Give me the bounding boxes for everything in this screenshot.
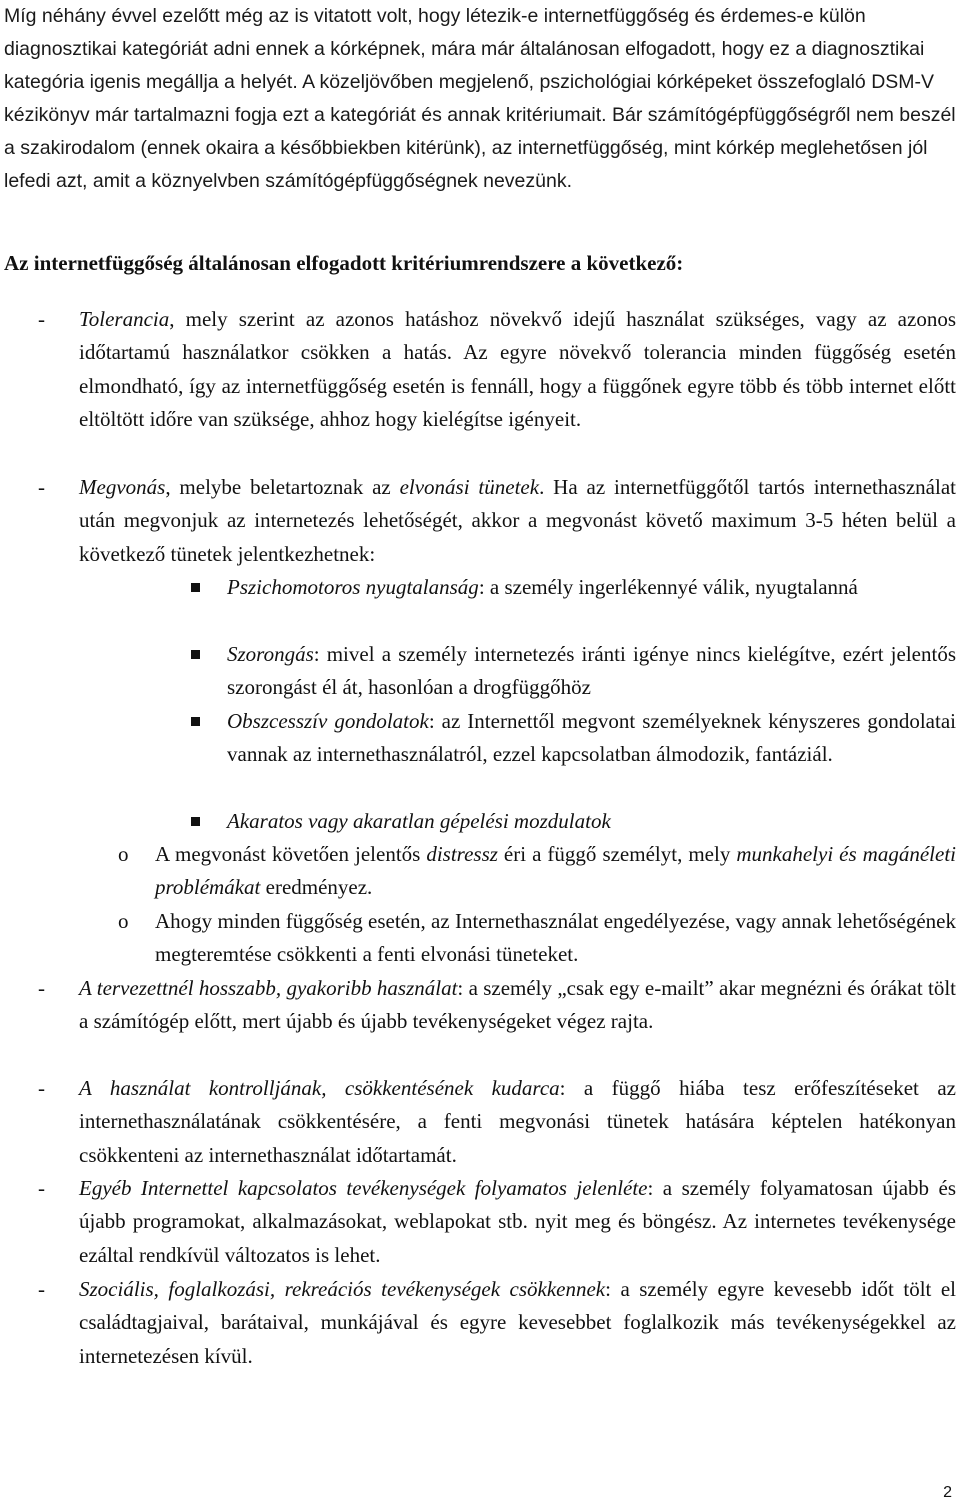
criterion-control-text (79, 1072, 956, 1172)
dash-marker: - (38, 1176, 45, 1200)
criterion-description: : a függő hiába tesz erőfeszítéseket az internethasználatának csökkentésére, a fenti megvonási tünetek hatására képtelen hatékonyan csökkenteni az internethasználat időtartamát. (79, 1076, 956, 1167)
symptom-item (188, 638, 956, 705)
criterion-longer-use-text (79, 972, 956, 1039)
criterion-term: A használat kontrolljának, csökkentésének kudarca (79, 1076, 560, 1100)
circle-marker: o (118, 842, 129, 866)
criterion-withdrawal-text (79, 471, 956, 571)
criterion-withdrawal (38, 471, 956, 571)
dash-marker: - (38, 1277, 45, 1301)
symptom-item (188, 705, 956, 772)
criterion-term: A tervezettnél hosszabb, gyakoribb használat (79, 976, 458, 1000)
criteria-heading: Az internetfüggőség általánosan elfogadott kritériumrendszere a következő: (4, 251, 684, 275)
page-number: 2 (943, 1484, 952, 1501)
symptom-term: Szorongás (227, 642, 314, 666)
symptom-item (188, 571, 956, 604)
dash-marker: - (38, 307, 45, 331)
consequence-text-part: eredményez. (260, 875, 373, 900)
criterion-other-activities-text (79, 1172, 956, 1272)
criterion-control (38, 1072, 956, 1172)
consequence-text (155, 838, 956, 905)
square-bullet-icon (191, 650, 200, 659)
consequence-text: Ahogy minden függőség esetén, az Internethasználat engedélyezése, vagy annak lehetőségének megteremtése csökkenti a fenti elvonási tüneteket. (155, 909, 956, 967)
criterion-description: : a személy egyre kevesebb időt tölt el családtagjaival, barátaival, munkájával és egyre kevesebbet foglalkozik más tevékenységekkel az internetezésen kívül. (79, 1277, 956, 1368)
dash-marker: - (38, 976, 45, 1000)
criterion-term: Tolerancia (79, 307, 170, 331)
criterion-other-activities (38, 1172, 956, 1272)
square-bullet-icon (191, 717, 200, 726)
square-bullet-icon (191, 817, 200, 826)
circle-marker: o (118, 909, 129, 933)
symptom-description: : mivel a személy internetezés iránti igénye nincs kielégítve, ezért jelentős szorongást él át, hasonlóan a drogfüggőhöz (227, 642, 956, 700)
criterion-description: , mely szerint az azonos hatáshoz növekvő idejű használat szükséges, vagy az azonos időtartamú használatkor csökken a hatás. Az egyre növekvő tolerancia minden függőség esetén elmondható, így az internetfüggőség esetén is fennáll, hogy a függőnek egyre több és több internet előtt eltöltött időre van szüksége, ahhoz hogy kielégítse igényeit. (79, 307, 956, 431)
criterion-description: : a személy folyamatosan újabb és újabb programokat, alkalmazásokat, weblapokat stb. nyit meg és böngész. Az internetes tevékenysége ezáltal rendkívül változatos is lehet. (79, 1176, 956, 1267)
square-bullet-icon (191, 583, 200, 592)
consequence-text-part: éri a függő személyt, mely (497, 842, 737, 866)
criterion-term: Megvonás (79, 475, 166, 499)
criterion-social (38, 1273, 956, 1373)
criterion-longer-use (38, 972, 956, 1039)
criterion-description: : a személy „csak egy e-mailt” akar megnézni és órákat tölt a számítógép előtt, mert újabb és újabb tevékenységeket végez rajta. (79, 976, 956, 1034)
dash-marker: - (38, 1076, 45, 1100)
intro-paragraph: Míg néhány évvel ezelőtt még az is vitatott volt, hogy létezik-e internetfüggőség és érdemes-e külön diagnosztikai kategóriát adni ennek a kórképnek, mára már általánosan elfogadott, hogy ez a diagnosztikai kategória igenis megállja a helyét. A közeljövőben megjelenő, pszichológiai kórképeket összefoglaló DSM-V kézikönyv már tartalmazni fogja ezt a kategóriát és annak kritériumait. Bár számítógépfüggőségről nem beszél a szakirodalom (ennek okaira a későbbiekben kitérünk), az internetfüggőség, mint kórkép meglehetősen jól lefedi azt, amit a köznyelvben számítógépfüggőségnek nevezünk. (4, 5, 956, 192)
consequence-term: munkahelyi és magánéleti problémákat (155, 842, 956, 900)
criterion-term: Szociális, foglalkozási, rekreációs tevékenységek csökkennek (79, 1277, 606, 1301)
consequence-term: distressz (426, 842, 498, 866)
dash-marker: - (38, 475, 45, 499)
symptom-term: Obszcesszív gondolatok (227, 709, 429, 733)
symptom-term: Akaratos vagy akaratlan gépelési mozdulatok (227, 809, 611, 833)
consequence-text-part: A megvonást követően jelentős (155, 842, 427, 866)
symptom-item (188, 805, 956, 838)
consequence-item (118, 838, 956, 905)
criterion-tolerance-text (79, 303, 956, 436)
criterion-tolerance (38, 303, 956, 436)
symptom-description: : az Internettől megvont személyeknek kényszeres gondolatai vannak az internethasználatról, ezzel kapcsolatban álmodozik, fantáziál. (227, 709, 956, 767)
criterion-description-continued: . Ha az internetfüggőtől tartós internethasználat után megvonjuk az internetezés lehetőségét, akkor a megvonást követő maximum 3-5 héten belül a következő tünetek jelentkezhetnek: (79, 475, 956, 566)
symptom-term: Pszichomotoros nyugtalanság (227, 575, 479, 599)
symptom-description: : a személy ingerlékennyé válik, nyugtalanná (478, 575, 858, 599)
consequence-item (118, 905, 956, 972)
criterion-social-text (79, 1273, 956, 1373)
criterion-description: , melybe beletartoznak az (165, 475, 400, 499)
criterion-term-secondary: elvonási tünetek (399, 475, 540, 499)
criterion-term: Egyéb Internettel kapcsolatos tevékenységek folyamatos jelenléte (79, 1176, 648, 1200)
